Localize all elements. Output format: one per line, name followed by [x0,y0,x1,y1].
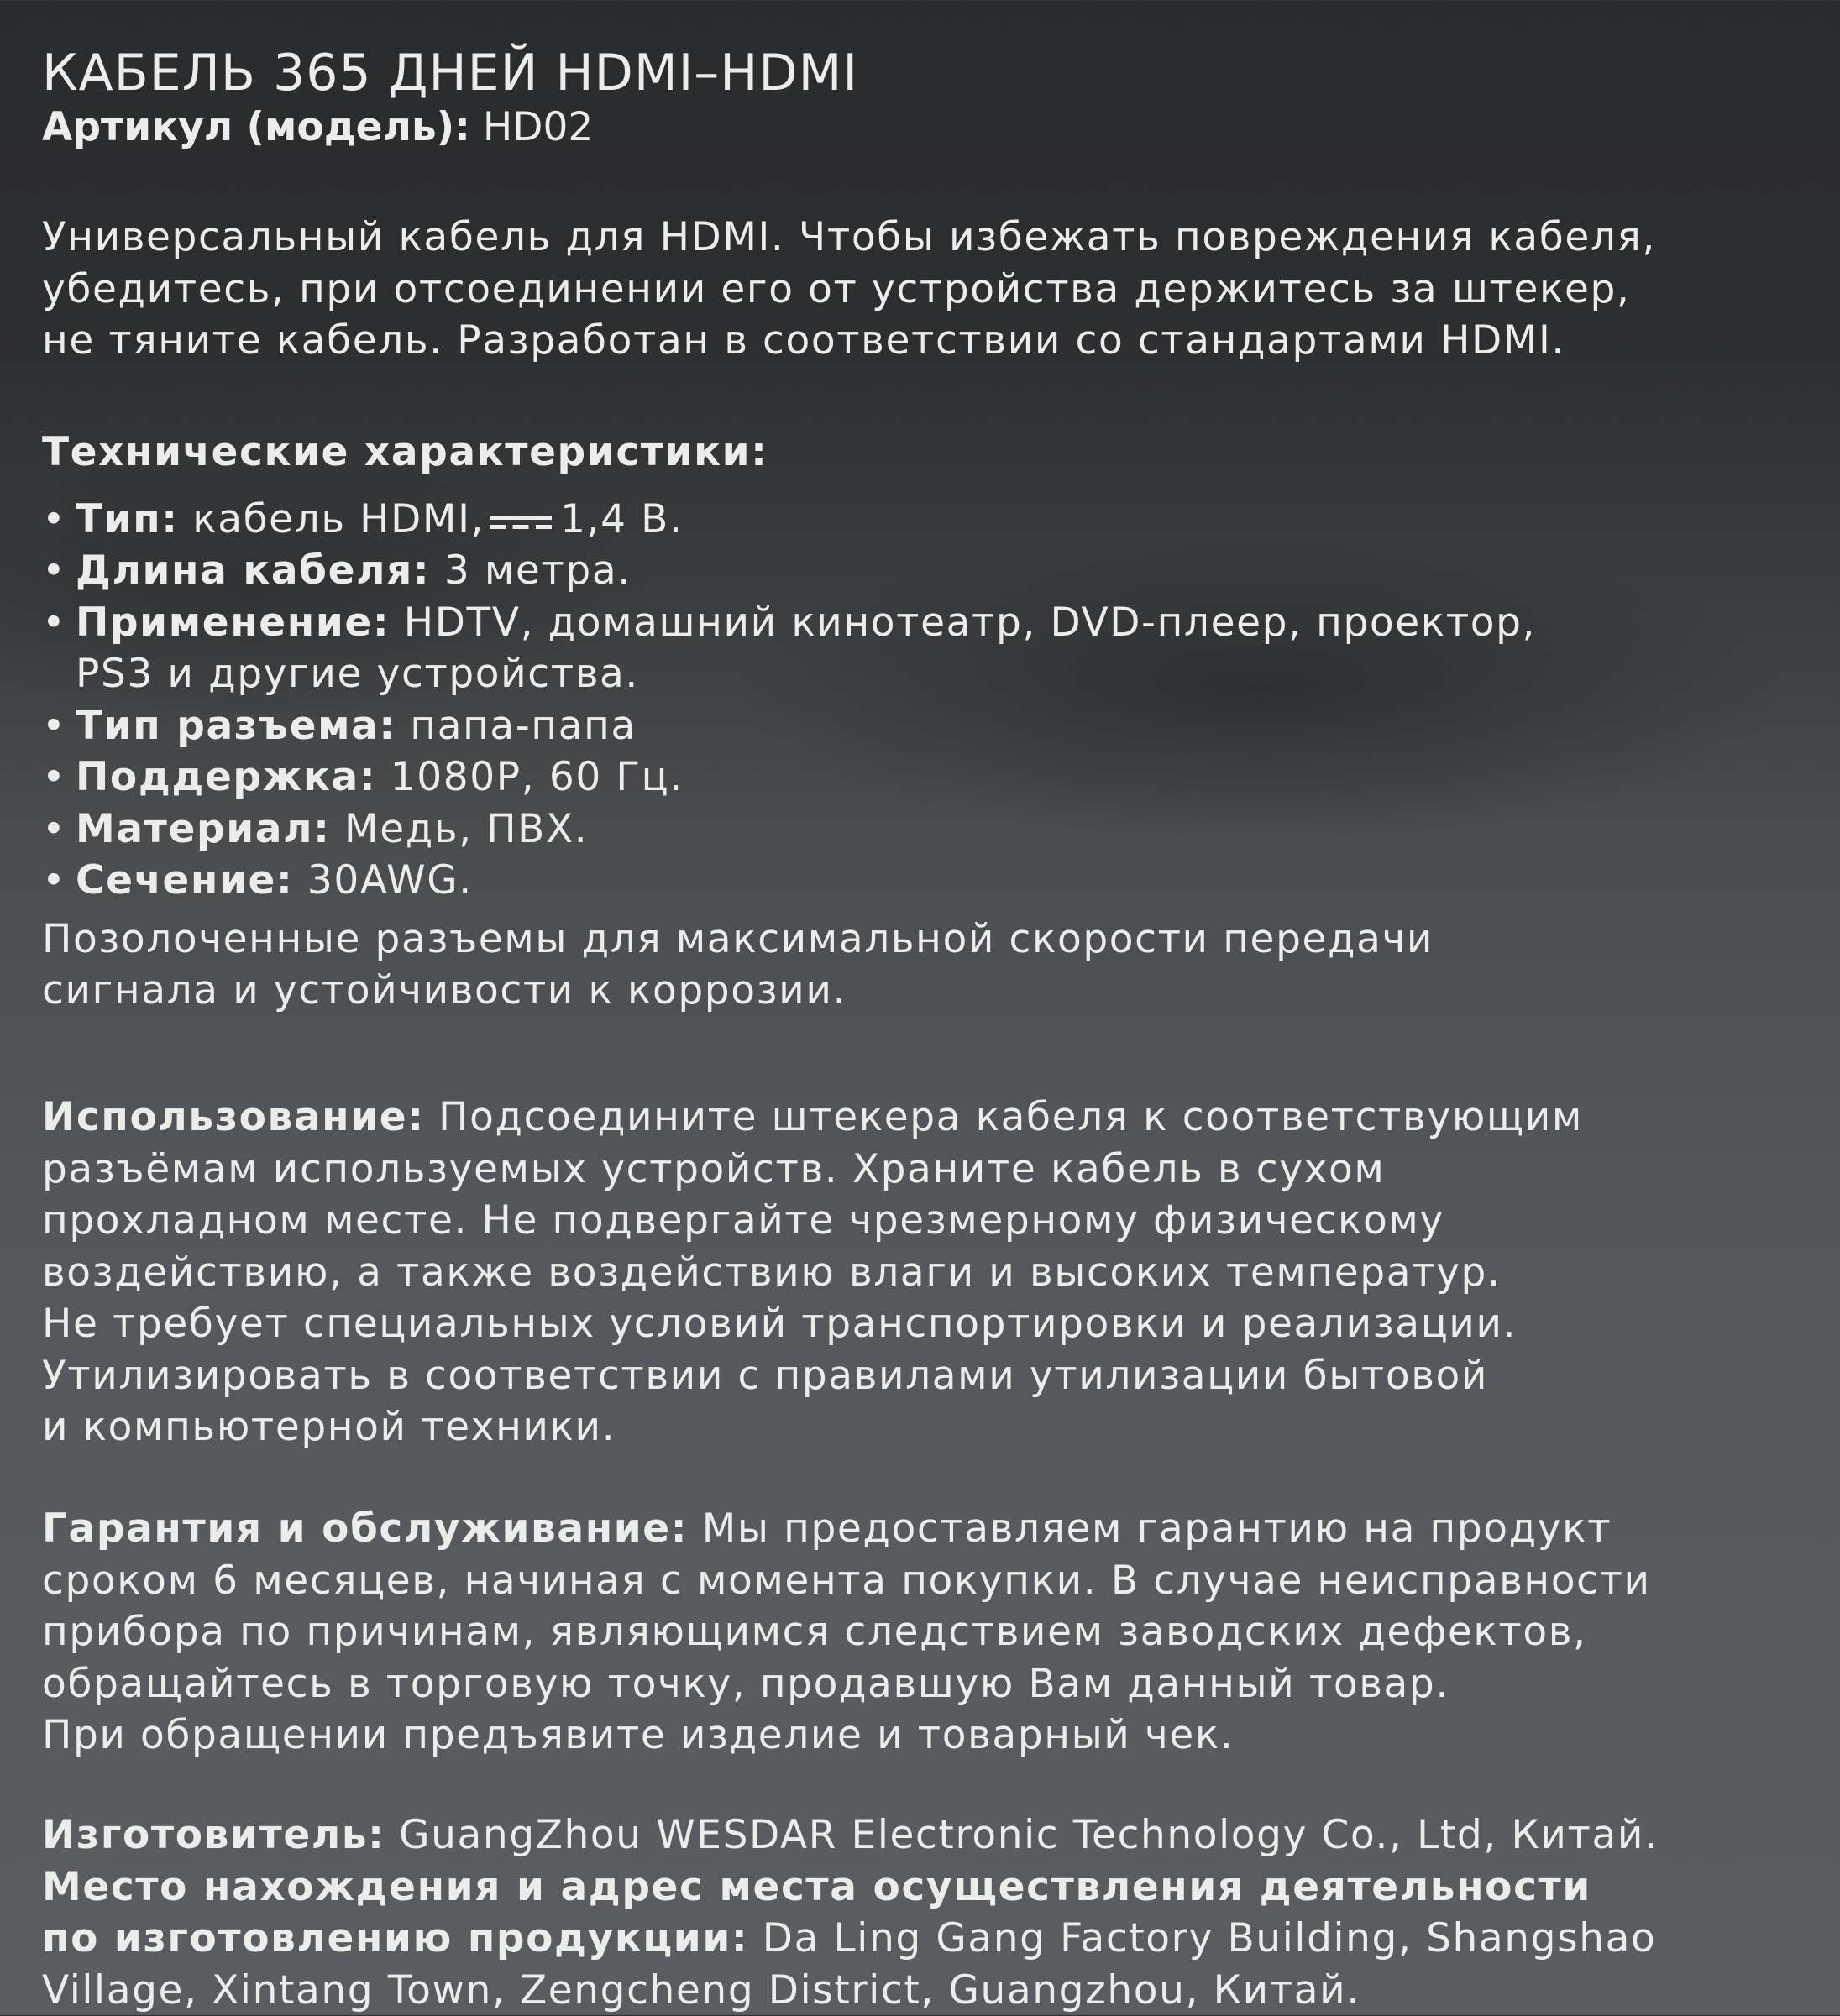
warranty-text: Мы предоставляем гарантию на продукт [688,1505,1612,1552]
spec-value-continuation: PS3 и другие устройства. [76,651,639,697]
warranty-label: Гарантия и обслуживание: [42,1505,688,1552]
warranty-line: прибора по причинам, являющимся следствием заводских дефектов, [42,1606,1651,1658]
usage-first-line [42,1092,1583,1144]
spec-item-material [42,804,1536,856]
intro-line: Универсальный кабель для HDMI. Чтобы избежать повреждения кабеля, [42,212,1656,264]
specs-list [42,494,1536,907]
manufacturer-section [42,1809,1659,2016]
warranty-first-line [42,1503,1651,1555]
article-label: Артикул (модель): [42,104,470,150]
note-line: Позолоченные разъемы для максимальной скорости передачи [42,914,1536,966]
specs-section [42,427,1536,1017]
address-line [42,1913,1659,1965]
spec-value: HDTV, домашний кинотеатр, DVD-плеер, проектор, [390,600,1536,646]
spec-value: 3 метра. [430,547,632,594]
bullet-icon: • [42,494,66,546]
warranty-section [42,1503,1651,1762]
spec-value: 30AWG. [293,857,472,903]
specs-note [42,914,1536,1017]
manufacturer-label: Изготовитель: [42,1812,385,1858]
spec-item-type [42,494,1536,546]
warranty-line: При обращении предъявите изделие и товарный чек. [42,1710,1651,1762]
bullet-icon: • [42,700,66,752]
warranty-line: сроком 6 месяцев, начиная с момента покупки. В случае неисправности [42,1555,1651,1607]
address-value: Da Ling Gang Factory Building, Shangshao [748,1915,1656,1961]
address-label-cont: по изготовлению продукции: [42,1915,748,1961]
intro-line: убедитесь, при отсоединении его от устройства держитесь за штекер, [42,264,1656,316]
specs-heading: Технические характеристики: [42,427,1536,479]
bullet-icon: • [42,751,66,804]
bullet-icon: • [42,855,66,907]
spec-item-connector [42,700,1536,752]
usage-line: Утилизировать в соответствии с правилами утилизации бытовой [42,1350,1583,1402]
usage-section [42,1092,1583,1453]
usage-label: Использование: [42,1094,425,1140]
intro-line: не тяните кабель. Разработан в соответствии со стандартами HDMI. [42,315,1656,367]
spec-label: Тип: [76,496,179,542]
spec-label: Применение: [76,600,390,646]
spec-label: Длина кабеля: [76,547,430,594]
usage-line: прохладном месте. Не подвергайте чрезмерному физическому [42,1195,1583,1247]
dc-current-icon [490,511,552,532]
spec-item-support [42,751,1536,804]
spec-label: Сечение: [76,857,293,903]
usage-text: Подсоедините штекера кабеля к соответствующим [425,1094,1583,1140]
intro-paragraph [42,212,1656,367]
spec-value: Медь, ПВХ. [331,806,589,852]
usage-line: Не требует специальных условий транспортировки и реализации. [42,1298,1583,1350]
spec-label: Поддержка: [76,754,376,800]
article-line [42,104,593,150]
spec-label: Тип разъема: [76,703,396,749]
usage-line: разъёмам используемых устройств. Храните кабель в сухом [42,1144,1583,1196]
manufacturer-value: GuangZhou WESDAR Electronic Technology Co., Ltd, Китай. [385,1812,1659,1858]
usage-line: воздействию, а также воздействию влаги и высоких температур. [42,1247,1583,1299]
article-value: HD02 [470,104,593,150]
bullet-icon: • [42,804,66,856]
bullet-icon: • [42,545,66,597]
spec-item-length [42,545,1536,597]
address-label: Место нахождения и адрес места осуществления деятельности [42,1862,1659,1914]
note-line: сигнала и устойчивости к коррозии. [42,965,1536,1017]
spec-value: папа-папа [396,703,637,749]
spec-item-gauge [42,855,1536,907]
address-value-cont: Village, Xintang Town, Zengcheng District, Guangzhou, Китай. [42,1965,1659,2016]
warranty-line: обращайтесь в торговую точку, продавшую Вам данный товар. [42,1658,1651,1710]
usage-line: и компьютерной техники. [42,1401,1583,1453]
bullet-icon: • [42,597,66,649]
spec-value: 1080P, 60 Гц. [376,754,684,800]
spec-value: кабель HDMI, [179,496,485,542]
spec-label: Материал: [76,806,331,852]
spec-value-voltage: 1,4 В. [560,496,683,542]
product-title: КАБЕЛЬ 365 ДНЕЙ HDMI–HDMI [42,44,858,102]
manufacturer-line [42,1809,1659,1862]
spec-item-application [42,597,1536,700]
